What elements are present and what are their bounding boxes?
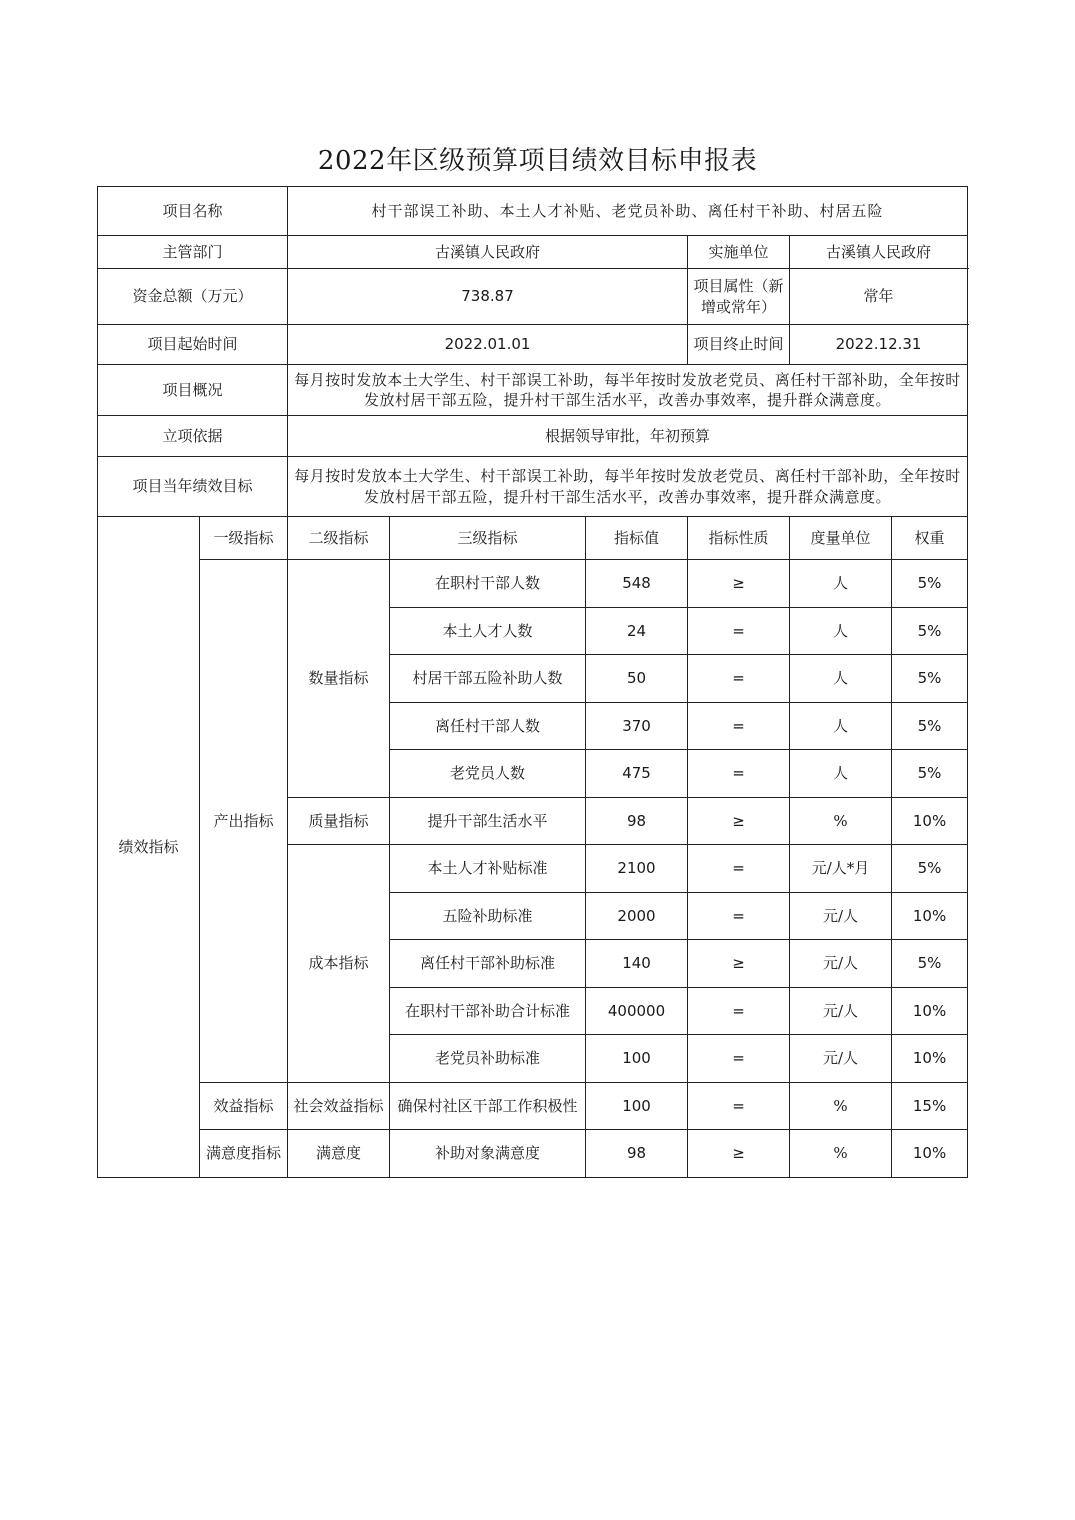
table-row bbox=[98, 1082, 968, 1130]
indicator-nature: ≥ bbox=[688, 940, 790, 988]
level1-satisfaction: 满意度指标 bbox=[200, 1130, 288, 1178]
header-level3: 三级指标 bbox=[390, 517, 586, 560]
indicator-name: 提升干部生活水平 bbox=[390, 797, 586, 845]
indicator-unit: 元/人 bbox=[790, 987, 892, 1035]
indicator-name: 确保村社区干部工作积极性 bbox=[390, 1082, 586, 1130]
fund-label: 资金总额（万元） bbox=[98, 269, 288, 325]
indicator-nature: ≥ bbox=[688, 797, 790, 845]
basis-value: 根据领导审批，年初预算 bbox=[288, 416, 968, 457]
header-nature: 指标性质 bbox=[688, 517, 790, 560]
level2-quantity: 数量指标 bbox=[288, 560, 390, 798]
department-row bbox=[98, 236, 968, 269]
indicator-name: 在职村干部人数 bbox=[390, 560, 586, 608]
indicator-weight: 15% bbox=[892, 1082, 968, 1130]
level2-social-benefit: 社会效益指标 bbox=[288, 1082, 390, 1130]
indicator-value: 50 bbox=[586, 655, 688, 703]
attr-value: 常年 bbox=[790, 269, 968, 325]
indicator-weight: 5% bbox=[892, 655, 968, 703]
impl-label: 实施单位 bbox=[688, 236, 790, 269]
overview-value: 每月按时发放本土大学生、村干部误工补助，每半年按时发放老党员、离任村干部补助，全年按时发放村居干部五险，提升村干部生活水平，改善办事效率，提升群众满意度。 bbox=[288, 365, 968, 416]
indicator-unit: 人 bbox=[790, 655, 892, 703]
end-label: 项目终止时间 bbox=[688, 325, 790, 365]
indicator-nature: = bbox=[688, 845, 790, 893]
form-title: 2022年区级预算项目绩效目标申报表 bbox=[317, 146, 758, 176]
attr-label: 项目属性（新增或常年） bbox=[688, 269, 790, 325]
level1-output: 产出指标 bbox=[200, 560, 288, 1083]
start-label: 项目起始时间 bbox=[98, 325, 288, 365]
performance-target-table bbox=[97, 186, 968, 1178]
indicator-weight: 10% bbox=[892, 987, 968, 1035]
indicator-name: 本土人才人数 bbox=[390, 607, 586, 655]
indicator-unit: % bbox=[790, 1130, 892, 1178]
indicator-weight: 10% bbox=[892, 1035, 968, 1083]
indicator-name: 老党员补助标准 bbox=[390, 1035, 586, 1083]
indicator-name: 村居干部五险补助人数 bbox=[390, 655, 586, 703]
indicator-weight: 10% bbox=[892, 797, 968, 845]
header-level1: 一级指标 bbox=[200, 517, 288, 560]
indicator-nature: = bbox=[688, 1035, 790, 1083]
indicator-name: 补助对象满意度 bbox=[390, 1130, 586, 1178]
goal-label: 项目当年绩效目标 bbox=[98, 457, 288, 517]
indicator-nature: = bbox=[688, 702, 790, 750]
level1-benefit: 效益指标 bbox=[200, 1082, 288, 1130]
indicator-weight: 5% bbox=[892, 702, 968, 750]
header-level2: 二级指标 bbox=[288, 517, 390, 560]
level2-cost: 成本指标 bbox=[288, 845, 390, 1083]
indicator-value: 100 bbox=[586, 1082, 688, 1130]
goal-row bbox=[98, 457, 968, 517]
indicator-weight: 5% bbox=[892, 750, 968, 798]
indicator-nature: ≥ bbox=[688, 1130, 790, 1178]
fund-row bbox=[98, 269, 968, 325]
indicator-weight: 10% bbox=[892, 1130, 968, 1178]
table-row bbox=[98, 1130, 968, 1178]
indicator-unit: % bbox=[790, 1082, 892, 1130]
indicator-weight: 5% bbox=[892, 940, 968, 988]
indicator-nature: = bbox=[688, 655, 790, 703]
indicator-value: 400000 bbox=[586, 987, 688, 1035]
indicator-weight: 5% bbox=[892, 845, 968, 893]
project-name-label: 项目名称 bbox=[98, 187, 288, 236]
time-row bbox=[98, 325, 968, 365]
indicator-header-row bbox=[98, 517, 968, 560]
impl-value: 古溪镇人民政府 bbox=[790, 236, 968, 269]
indicator-nature: = bbox=[688, 750, 790, 798]
start-value: 2022.01.01 bbox=[288, 325, 688, 365]
indicator-name: 五险补助标准 bbox=[390, 892, 586, 940]
indicator-value: 100 bbox=[586, 1035, 688, 1083]
dept-label: 主管部门 bbox=[98, 236, 288, 269]
indicator-name: 在职村干部补助合计标准 bbox=[390, 987, 586, 1035]
indicator-unit: 元/人 bbox=[790, 1035, 892, 1083]
indicator-weight: 5% bbox=[892, 607, 968, 655]
indicator-unit: 人 bbox=[790, 750, 892, 798]
indicator-unit: 元/人*月 bbox=[790, 845, 892, 893]
indicator-value: 548 bbox=[586, 560, 688, 608]
table-row bbox=[98, 560, 968, 608]
indicator-nature: = bbox=[688, 892, 790, 940]
fund-value: 738.87 bbox=[288, 269, 688, 325]
indicator-nature: = bbox=[688, 607, 790, 655]
indicator-nature: = bbox=[688, 987, 790, 1035]
basis-row bbox=[98, 416, 968, 457]
indicator-unit: 元/人 bbox=[790, 892, 892, 940]
indicator-weight: 10% bbox=[892, 892, 968, 940]
header-weight: 权重 bbox=[892, 517, 968, 560]
overview-row bbox=[98, 365, 968, 416]
indicator-name: 老党员人数 bbox=[390, 750, 586, 798]
basis-label: 立项依据 bbox=[98, 416, 288, 457]
indicator-section-label: 绩效指标 bbox=[98, 517, 200, 1178]
indicator-unit: 人 bbox=[790, 560, 892, 608]
level2-satisfaction: 满意度 bbox=[288, 1130, 390, 1178]
indicator-value: 370 bbox=[586, 702, 688, 750]
goal-value: 每月按时发放本土大学生、村干部误工补助，每半年按时发放老党员、离任村干部补助，全年按时发放村居干部五险，提升村干部生活水平，改善办事效率，提升群众满意度。 bbox=[288, 457, 968, 517]
overview-label: 项目概况 bbox=[98, 365, 288, 416]
indicator-value: 24 bbox=[586, 607, 688, 655]
indicator-value: 140 bbox=[586, 940, 688, 988]
indicator-value: 98 bbox=[586, 797, 688, 845]
indicator-unit: 元/人 bbox=[790, 940, 892, 988]
header-unit: 度量单位 bbox=[790, 517, 892, 560]
level2-quality: 质量指标 bbox=[288, 797, 390, 845]
indicator-unit: 人 bbox=[790, 607, 892, 655]
project-name-value: 村干部误工补助、本土人才补贴、老党员补助、离任村干补助、村居五险 bbox=[288, 187, 968, 236]
indicator-nature: = bbox=[688, 1082, 790, 1130]
end-value: 2022.12.31 bbox=[790, 325, 968, 365]
indicator-name: 离任村干部补助标准 bbox=[390, 940, 586, 988]
indicator-weight: 5% bbox=[892, 560, 968, 608]
indicator-unit: % bbox=[790, 797, 892, 845]
project-name-row bbox=[98, 187, 968, 236]
header-value: 指标值 bbox=[586, 517, 688, 560]
indicator-value: 2100 bbox=[586, 845, 688, 893]
indicator-name: 离任村干部人数 bbox=[390, 702, 586, 750]
indicator-nature: ≥ bbox=[688, 560, 790, 608]
indicator-name: 本土人才补贴标准 bbox=[390, 845, 586, 893]
dept-value: 古溪镇人民政府 bbox=[288, 236, 688, 269]
indicator-value: 2000 bbox=[586, 892, 688, 940]
indicator-value: 98 bbox=[586, 1130, 688, 1178]
indicator-value: 475 bbox=[586, 750, 688, 798]
indicator-unit: 人 bbox=[790, 702, 892, 750]
